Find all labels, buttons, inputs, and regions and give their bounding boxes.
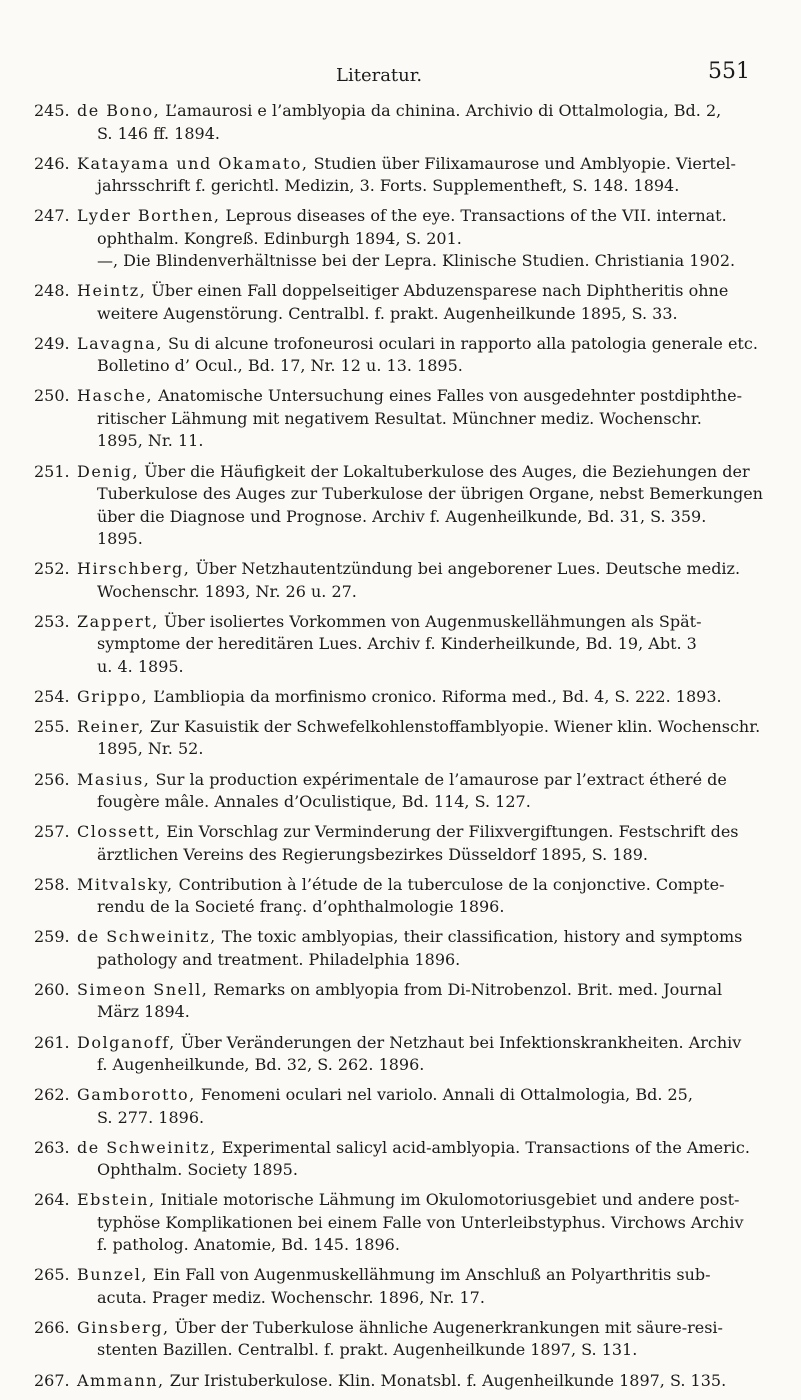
entry-number: 255.	[34, 716, 70, 736]
entry-author: de Bono,	[77, 101, 161, 120]
entry-text: März 1894.	[97, 1002, 190, 1022]
bibliography-entry	[34, 611, 774, 679]
entry-number: 246.	[34, 153, 70, 173]
entry-text: Über einen Fall doppelseitiger Abduzensparese nach Diphtheritis ohne	[146, 281, 729, 301]
entry-line	[77, 874, 774, 897]
entry-line	[77, 483, 774, 506]
entry-line	[77, 1137, 774, 1160]
entry-number: 258.	[34, 874, 70, 894]
entry-line	[77, 558, 774, 581]
entry-line	[77, 949, 774, 972]
entry-line	[77, 656, 774, 679]
bibliography-entry	[34, 100, 774, 145]
entry-author: Hirschberg,	[77, 559, 191, 579]
entry-number: 265.	[34, 1265, 70, 1285]
entry-text: ritischer Lähmung mit negativem Resultat. Münchner mediz. Wochenschr.	[97, 408, 702, 428]
entry-number: 257.	[34, 822, 70, 842]
entry-text: Remarks on amblyopia from Di-Nitrobenzol. Brit. med. Journal	[208, 979, 723, 999]
entry-text: Contribution à l’étude de la tuberculose de la conjonctive. Compte-	[173, 874, 725, 894]
entry-author: Reiner,	[77, 716, 145, 736]
entry-text: f. patholog. Anatomie, Bd. 145. 1896.	[97, 1235, 400, 1255]
entry-author: Denig,	[77, 461, 140, 481]
bibliography-entry	[34, 333, 774, 378]
entry-line	[77, 611, 774, 634]
bibliography-entry	[34, 205, 774, 273]
entry-line	[77, 769, 774, 792]
bibliography-list	[34, 100, 774, 1400]
entry-number: 251.	[34, 461, 70, 481]
entry-line	[77, 716, 774, 739]
entry-text: Über Veränderungen der Netzhaut bei Infektionskrankheiten. Archiv	[175, 1032, 742, 1052]
entry-text: acuta. Prager mediz. Wochenschr. 1896, Nr. 17.	[97, 1287, 485, 1307]
entry-author: Zappert,	[77, 611, 159, 631]
entry-number: 264.	[34, 1190, 70, 1210]
entry-text: Fenomeni oculari nel variolo. Annali di Ottalmologia, Bd. 25,	[195, 1085, 693, 1105]
bibliography-entry	[34, 979, 774, 1024]
entry-author: Ammann,	[77, 1370, 165, 1390]
entry-line	[77, 1001, 774, 1024]
entry-line	[77, 303, 774, 326]
entry-text: stenten Bazillen. Centralbl. f. prakt. Augenheilkunde 1897, S. 131.	[97, 1340, 638, 1360]
entry-text: Studien über Filixamaurose und Amblyopie. Viertel-	[308, 153, 736, 173]
entry-line	[77, 1212, 774, 1235]
entry-number: 263.	[34, 1137, 70, 1157]
entry-text: weitere Augenstörung. Centralbl. f. prakt. Augenheilkunde 1895, S. 33.	[97, 303, 678, 323]
entry-number: 249.	[34, 333, 70, 353]
entry-author: Ginsberg,	[77, 1317, 170, 1337]
entry-text: Ein Fall von Augenmuskellähmung im Anschluß an Polyarthritis sub-	[147, 1265, 711, 1285]
bibliography-entry	[34, 280, 774, 325]
bibliography-entry	[34, 1084, 774, 1129]
entry-line	[77, 1370, 774, 1393]
entry-line	[77, 461, 774, 484]
entry-text: L’ambliopia da morfinismo cronico. Riforma med., Bd. 4, S. 222. 1893.	[148, 686, 722, 706]
entry-line	[77, 333, 774, 356]
entry-line	[77, 1287, 774, 1310]
entry-line	[77, 1084, 774, 1107]
entry-line	[77, 528, 774, 551]
entry-text: rendu de la Societé franç. d’ophthalmologie 1896.	[97, 897, 505, 917]
entry-text: S. 146 ff. 1894.	[97, 123, 220, 143]
entry-line	[77, 228, 774, 251]
entry-author: Hasche,	[77, 386, 154, 406]
entry-author: Dolganoff,	[77, 1032, 176, 1052]
entry-text: ophthalm. Kongreß. Edinburgh 1894, S. 201.	[97, 228, 462, 248]
entry-line	[77, 1317, 774, 1340]
entry-number: 253.	[34, 611, 70, 631]
entry-line	[77, 408, 774, 431]
bibliography-entry	[34, 821, 774, 866]
entry-line	[77, 791, 774, 814]
entry-line	[77, 1032, 774, 1055]
entry-text: pathology and treatment. Philadelphia 1896.	[97, 949, 461, 969]
entry-author: Simeon Snell,	[77, 979, 209, 999]
entry-number: 261.	[34, 1032, 70, 1052]
entry-text: Über die Häufigkeit der Lokaltuberkulose des Auges, die Beziehungen der	[139, 461, 750, 481]
entry-line	[77, 738, 774, 761]
entry-number: 267.	[34, 1370, 70, 1390]
entry-number: 252.	[34, 559, 70, 579]
entry-author: de Schweinitz,	[77, 927, 217, 947]
entry-line	[77, 506, 774, 529]
entry-line	[77, 633, 774, 656]
entry-number: 245.	[34, 101, 70, 120]
entry-author: de Schweinitz,	[77, 1137, 217, 1157]
entry-author: Heintz,	[77, 281, 147, 301]
page-header	[0, 55, 801, 95]
entry-text: L’amaurosi e l’amblyopia da chinina. Archivio di Ottalmologia, Bd. 2,	[160, 101, 722, 120]
entry-text: Wochenschr. 1893, Nr. 26 u. 27.	[97, 581, 357, 601]
entry-text: symptome der hereditären Lues. Archiv f. Kinderheilkunde, Bd. 19, Abt. 3	[97, 634, 697, 654]
entry-author: Mitvalsky,	[77, 874, 174, 894]
entry-line	[77, 1054, 774, 1077]
entry-text: —, Die Blindenverhältnisse bei der Lepra. Klinische Studien. Christiania 1902.	[97, 251, 736, 271]
entry-number: 256.	[34, 769, 70, 789]
entry-text: Zur Kasuistik der Schwefelkohlenstoffamblyopie. Wiener klin. Wochenschr.	[144, 716, 761, 736]
entry-author: Masius,	[77, 769, 151, 789]
entry-text: Anatomische Untersuchung eines Falles von ausgedehnter postdiphthe-	[153, 386, 742, 406]
entry-text: fougère mâle. Annales d’Oculistique, Bd. 114, S. 127.	[97, 792, 531, 812]
entry-line	[77, 581, 774, 604]
bibliography-entry	[34, 1189, 774, 1257]
bibliography-entry	[34, 926, 774, 971]
entry-number: 247.	[34, 206, 70, 226]
entry-text: Ophthalm. Society 1895.	[97, 1160, 298, 1180]
entry-line	[77, 844, 774, 867]
bibliography-entry	[34, 385, 774, 453]
bibliography-entry	[34, 558, 774, 603]
entry-line	[77, 175, 774, 198]
entry-author: Lyder Borthen,	[77, 206, 221, 226]
entry-number: 266.	[34, 1317, 70, 1337]
bibliography-entry	[34, 461, 774, 551]
entry-line	[77, 100, 774, 123]
bibliography-entry	[34, 1264, 774, 1309]
entry-line	[77, 1107, 774, 1130]
entry-text: Über Netzhautentzündung bei angeborener Lues. Deutsche mediz.	[190, 559, 741, 579]
page-number: 551	[708, 59, 750, 84]
entry-author: Clossett,	[77, 822, 162, 842]
entry-author: Ebstein,	[77, 1190, 156, 1210]
entry-text: f. Augenheilkunde, Bd. 32, S. 262. 1896.	[97, 1055, 425, 1074]
entry-text: Ein Vorschlag zur Verminderung der Filixvergiftungen. Festschrift des	[161, 822, 739, 842]
entry-author: Gamborotto,	[77, 1085, 196, 1105]
entry-text: typhöse Komplikationen bei einem Falle von Unterleibstyphus. Virchows Archiv	[97, 1212, 744, 1232]
entry-line	[77, 385, 774, 408]
entry-author: Lavagna,	[77, 333, 163, 353]
entry-number: 259.	[34, 927, 70, 947]
entry-text: u. 4. 1895.	[97, 656, 184, 676]
entry-author: Katayama und Okamato,	[77, 153, 309, 173]
entry-line	[77, 896, 774, 919]
entry-number: 254.	[34, 686, 70, 706]
entry-line	[77, 1234, 774, 1257]
entry-line	[77, 355, 774, 378]
entry-text: The toxic amblyopias, their classification, history and symptoms	[216, 927, 743, 947]
entry-text: ärztlichen Vereins des Regierungsbezirkes Düsseldorf 1895, S. 189.	[97, 844, 648, 864]
entry-text: Über isoliertes Vorkommen von Augenmuskellähmungen als Spät-	[158, 611, 702, 631]
bibliography-entry	[34, 1370, 774, 1393]
entry-number: 248.	[34, 281, 70, 301]
entry-line	[77, 153, 774, 176]
entry-line	[77, 686, 774, 709]
bibliography-entry	[34, 1137, 774, 1182]
entry-text: Initiale motorische Lähmung im Okulomotoriusgebiet und andere post-	[155, 1190, 740, 1210]
bibliography-entry	[34, 1032, 774, 1077]
entry-author: Grippo,	[77, 686, 149, 706]
bibliography-entry	[34, 1317, 774, 1362]
entry-text: Zur Iristuberkulose. Klin. Monatsbl. f. Augenheilkunde 1897, S. 135.	[164, 1370, 727, 1390]
bibliography-entry	[34, 874, 774, 919]
entry-text: Bolletino d’ Ocul., Bd. 17, Nr. 12 u. 13. 1895.	[97, 356, 463, 376]
entry-text: Über der Tuberkulose ähnliche Augenerkrankungen mit säure-resi-	[169, 1317, 723, 1337]
bibliography-entry	[34, 769, 774, 814]
entry-line	[77, 926, 774, 949]
entry-text: Su di alcune trofoneurosi oculari in rapporto alla patologia generale etc.	[162, 333, 758, 353]
entry-line	[77, 280, 774, 303]
entry-author: Bunzel,	[77, 1265, 148, 1285]
entry-text: Leprous diseases of the eye. Transactions of the VII. internat.	[220, 206, 727, 226]
entry-line	[77, 1339, 774, 1362]
bibliography-entry	[34, 153, 774, 198]
entry-text: Experimental salicyl acid-amblyopia. Transactions of the Americ.	[216, 1137, 750, 1157]
entry-text: S. 277. 1896.	[97, 1107, 205, 1127]
entry-number: 262.	[34, 1085, 70, 1105]
entry-line	[77, 205, 774, 228]
entry-line	[77, 1159, 774, 1182]
entry-text: über die Diagnose und Prognose. Archiv f. Augenheilkunde, Bd. 31, S. 359.	[97, 506, 707, 526]
entry-text: jahrsschrift f. gerichtl. Medizin, 3. Forts. Supplementheft, S. 148. 1894.	[97, 176, 680, 196]
entry-text: 1895, Nr. 11.	[97, 431, 204, 451]
entry-line	[77, 123, 774, 146]
entry-number: 260.	[34, 979, 70, 999]
entry-text: 1895.	[97, 529, 143, 549]
entry-number: 250.	[34, 386, 70, 406]
bibliography-entry	[34, 716, 774, 761]
entry-text: 1895, Nr. 52.	[97, 739, 204, 759]
running-title: Literatur.	[336, 65, 423, 86]
entry-line	[77, 430, 774, 453]
entry-text: Tuberkulose des Auges zur Tuberkulose der übrigen Organe, nebst Bemerkungen	[97, 484, 763, 504]
entry-line	[77, 250, 774, 273]
entry-line	[77, 979, 774, 1002]
entry-line	[77, 1189, 774, 1212]
entry-line	[77, 821, 774, 844]
entry-text: Sur la production expérimentale de l’amaurose par l’extract étheré de	[150, 769, 727, 789]
bibliography-entry	[34, 686, 774, 709]
entry-line	[77, 1264, 774, 1287]
